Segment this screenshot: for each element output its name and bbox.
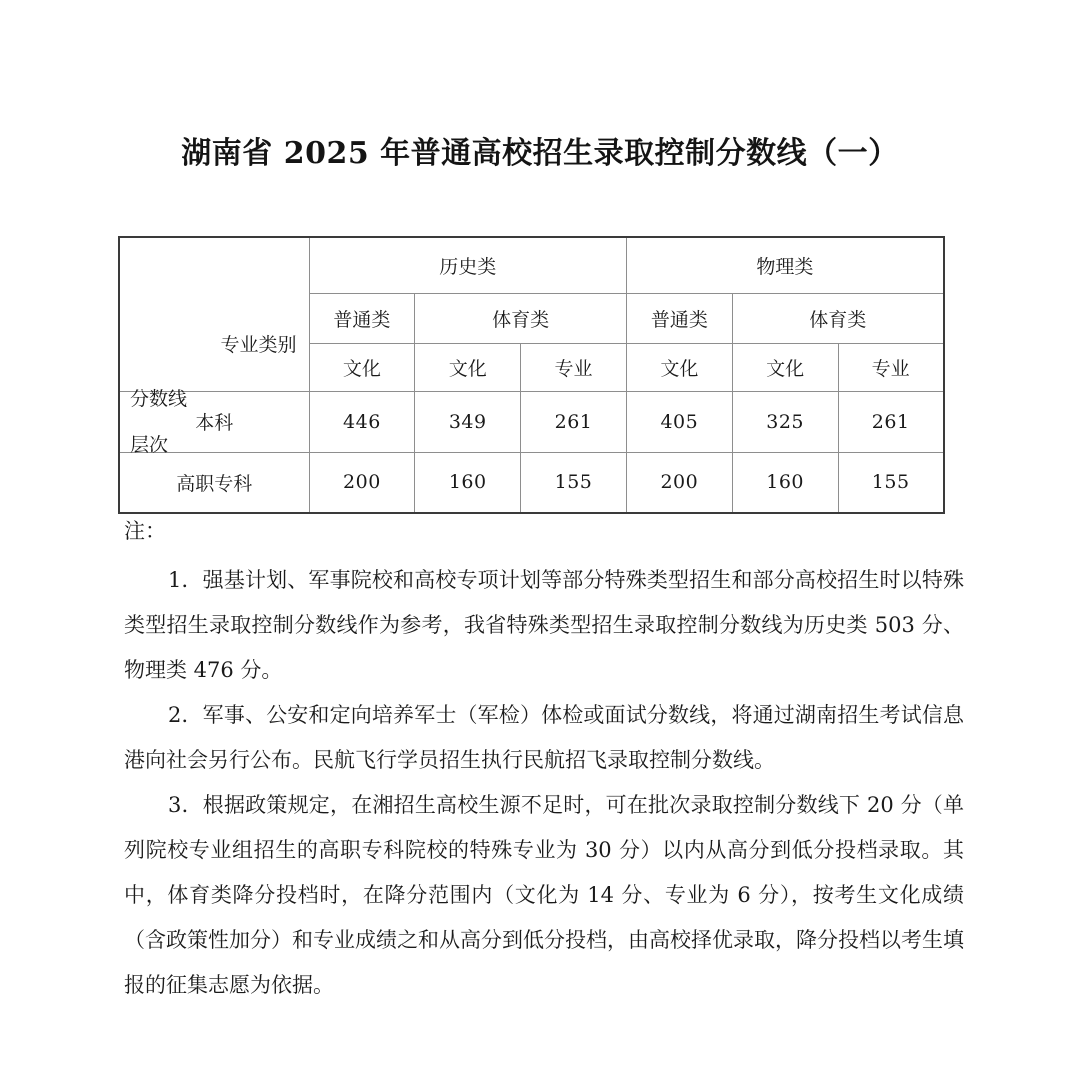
subgroup-header-history-general: 普通类: [309, 293, 415, 343]
subgroup-header-physics-general: 普通类: [626, 293, 732, 343]
table-row: [119, 391, 944, 452]
score-cell: 160: [415, 452, 521, 513]
subgroup-header-physics-sports: 体育类: [732, 293, 944, 343]
notes-section: [124, 521, 964, 1008]
score-line-table: [118, 236, 945, 514]
row-label-vocational: 高职专科: [119, 452, 309, 513]
subject-header: 文化: [626, 343, 732, 391]
score-cell: 200: [309, 452, 415, 513]
notes-heading: 注：: [124, 519, 166, 543]
score-cell: 349: [415, 391, 521, 452]
table-row: [119, 452, 944, 513]
score-cell: 261: [838, 391, 944, 452]
subject-header: 文化: [415, 343, 521, 391]
note-item-1: 1．强基计划、军事院校和高校专项计划等部分特殊类型招生和部分高校招生时以特殊类型招生录取控制分数线作为参考，我省特殊类型招生录取控制分数线为历史类 503 分、物理类 476 分。: [124, 568, 964, 682]
page-title: 湖南省 2025 年普通高校招生录取控制分数线（一）: [181, 136, 899, 171]
score-cell: 155: [838, 452, 944, 513]
score-cell: 446: [309, 391, 415, 452]
subject-header: 专业: [838, 343, 944, 391]
score-cell: 200: [626, 452, 732, 513]
note-item-2: 2．军事、公安和定向培养军士（军检）体检或面试分数线，将通过湖南招生考试信息港向社会另行公布。民航飞行学员招生执行民航招飞录取控制分数线。: [124, 703, 964, 772]
table-header-row-category: [119, 237, 944, 293]
corner-label-major-category: 专业类别: [220, 334, 297, 357]
corner-label-score-line: 分数线: [130, 388, 188, 411]
corner-label-level: 层次: [130, 434, 169, 457]
group-header-physics: 物理类: [626, 237, 943, 293]
score-cell: 405: [626, 391, 732, 452]
group-header-history: 历史类: [309, 237, 626, 293]
subgroup-header-history-sports: 体育类: [415, 293, 627, 343]
score-cell: 325: [732, 391, 838, 452]
subject-header: 文化: [309, 343, 415, 391]
subject-header: 文化: [732, 343, 838, 391]
score-cell: 155: [521, 452, 627, 513]
row-label-undergraduate: 本科: [119, 391, 309, 452]
note-item-3: 3．根据政策规定，在湘招生高校生源不足时，可在批次录取控制分数线下 20 分（单列院校专业组招生的高职专科院校的特殊专业为 30 分）以内从高分到低分投档录取。其中，体育类降分投档时，在降分范围内（文化为 14 分、专业为 6 分），按考生文化成绩（含政策性加分）和专业成绩之和从高分到低分投档，由高校择优录取，降分投档以考生填报的征集志愿为依据。: [124, 793, 964, 997]
score-cell: 261: [521, 391, 627, 452]
score-cell: 160: [732, 452, 838, 513]
subject-header: 专业: [521, 343, 627, 391]
